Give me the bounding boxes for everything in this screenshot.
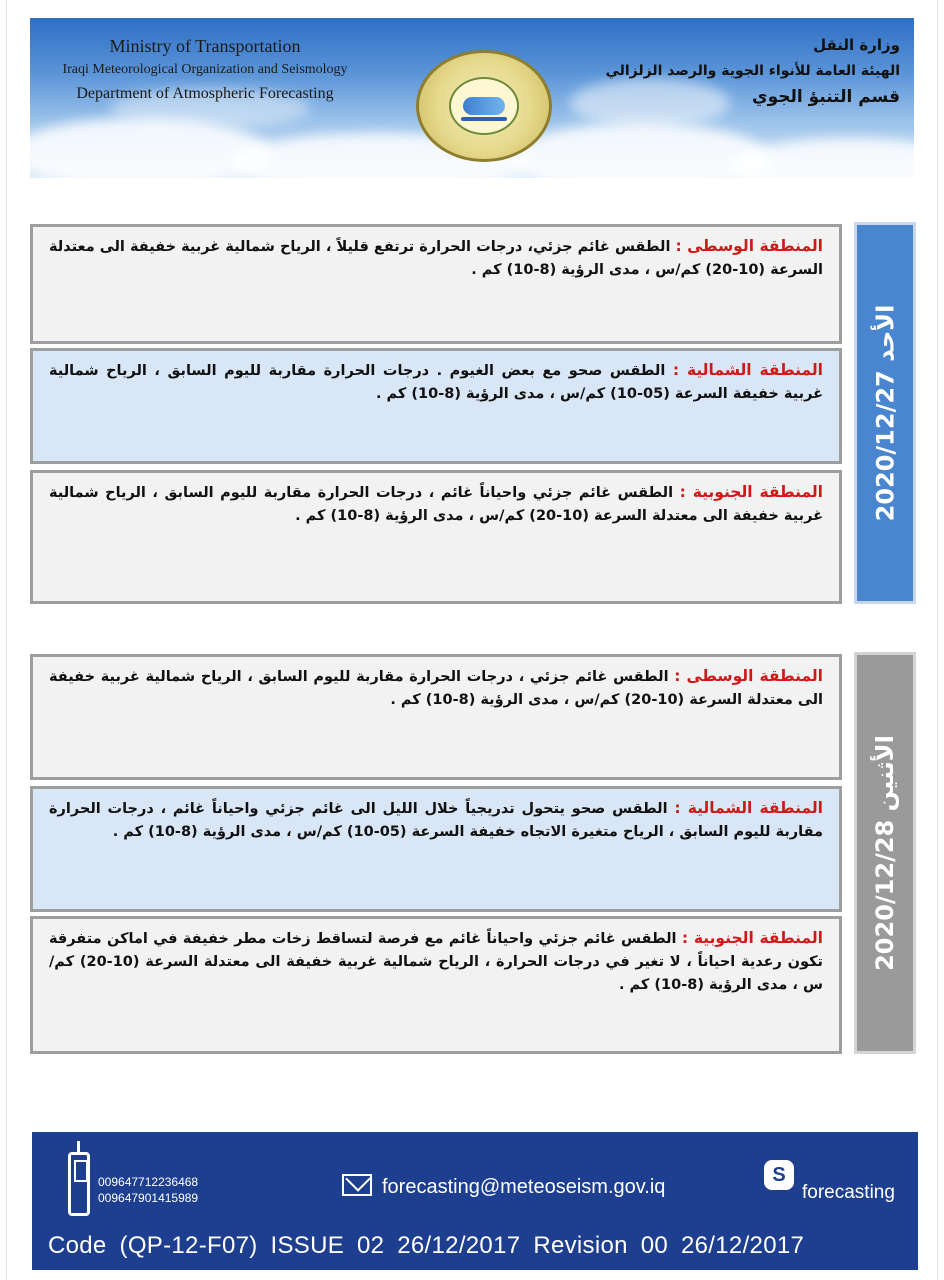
organization-name-en: Iraqi Meteorological Organization and Seismology xyxy=(62,62,348,77)
day-block-1 xyxy=(30,222,916,608)
day-date-label: الأثنين 2020/12/28 xyxy=(871,735,899,971)
region-name: المنطقة الوسطى : xyxy=(674,667,823,685)
region-name: المنطقة الشمالية : xyxy=(674,799,823,817)
region-forecast-text: الطقس صحو مع بعض الغيوم . درجات الحرارة مقاربة لليوم السابق ، الرياح شمالية غربية خفيفة السرعة (05-10) كم/س ، مدى الرؤية (8-10) كم . xyxy=(49,363,823,402)
phone-numbers xyxy=(98,1174,198,1206)
phone-number[interactable]: 009647712236468 xyxy=(98,1175,199,1189)
header-arabic xyxy=(600,32,900,110)
region-name: المنطقة الوسطى : xyxy=(675,237,823,255)
region-forecast-text: الطقس غائم جزئي واحياناً غائم مع فرصة لتساقط زخات مطر خفيفة في اماكن متفرقة تكون رعدية احياناً ، لا تغير في درجات الحرارة ، الرياح شمالية غربية خفيفة الى معتدلة السرعة (10-20) كم/س ، مدى الرؤية (8-10) كم . xyxy=(49,931,823,993)
logo-wave-icon xyxy=(461,117,507,121)
ministry-name-ar: وزارة النقل xyxy=(813,36,900,54)
logo-inner xyxy=(449,77,519,135)
day-date-label: الأحد 2020/12/27 xyxy=(871,304,899,522)
day-date-bar xyxy=(854,652,916,1054)
logo-emblem-icon xyxy=(416,50,552,162)
region-name: المنطقة الشمالية : xyxy=(672,361,823,379)
day-block-2 xyxy=(30,652,916,1057)
region-forecast-text: الطقس غائم جزئي واحياناً غائم ، درجات الحرارة مقاربة لليوم السابق ، الرياح شمالية غربية خفيفة الى معتدلة السرعة (10-20) كم/س ، مدى الرؤية (8-10) كم . xyxy=(49,485,823,524)
logo-cloud-icon xyxy=(463,97,505,115)
region-central xyxy=(30,224,842,344)
phone-icon xyxy=(68,1152,90,1216)
region-name: المنطقة الجنوبية : xyxy=(679,483,823,501)
department-name-en: Department of Atmospheric Forecasting xyxy=(76,85,334,102)
phone-number[interactable]: 009647901415989 xyxy=(98,1191,199,1205)
page-frame xyxy=(6,0,938,1280)
region-name: المنطقة الجنوبية : xyxy=(681,929,823,947)
document-code-line: Code (QP-12-F07) ISSUE 02 26/12/2017 Revision 00 26/12/2017 xyxy=(48,1232,805,1259)
region-southern xyxy=(30,916,842,1054)
region-northern xyxy=(30,786,842,912)
region-forecast-text: الطقس غائم جزئي، درجات الحرارة ترتفع قليلاً ، الرياح شمالية غربية خفيفة الى معتدلة السرعة (10-20) كم/س ، مدى الرؤية (8-10) كم . xyxy=(49,239,823,278)
department-name-ar: قسم التنبؤ الجوي xyxy=(752,87,900,107)
region-southern xyxy=(30,470,842,604)
organization-name-ar: الهيئة العامة للأنواء الجوية والرصد الزلزالي xyxy=(605,63,900,79)
region-forecast-text: الطقس صحو يتحول تدريجياً خلال الليل الى غائم جزئي واحياناً غائم ، درجات الحرارة مقاربة لليوم السابق ، الرياح متغيرة الاتجاه خفيفة السرعة (05-10) كم/س ، مدى الرؤية (8-10) كم . xyxy=(49,801,823,840)
region-northern xyxy=(30,348,842,464)
skype-icon: S xyxy=(764,1160,794,1190)
mail-icon xyxy=(342,1174,372,1196)
region-forecast-text: الطقس غائم جزئي ، درجات الحرارة مقاربة لليوم السابق ، الرياح شمالية غربية خفيفة الى معتدلة السرعة (10-20) كم/س ، مدى الرؤية (8-10) كم . xyxy=(49,669,823,708)
day-date-bar xyxy=(854,222,916,604)
skype-handle[interactable]: forecasting xyxy=(802,1182,895,1203)
ministry-name-en: Ministry of Transportation xyxy=(109,36,301,56)
email-link[interactable]: forecasting@meteoseism.gov.iq xyxy=(382,1176,666,1198)
footer-bar xyxy=(32,1132,918,1270)
region-central xyxy=(30,654,842,780)
header-english xyxy=(40,34,370,106)
header-banner xyxy=(30,18,914,178)
